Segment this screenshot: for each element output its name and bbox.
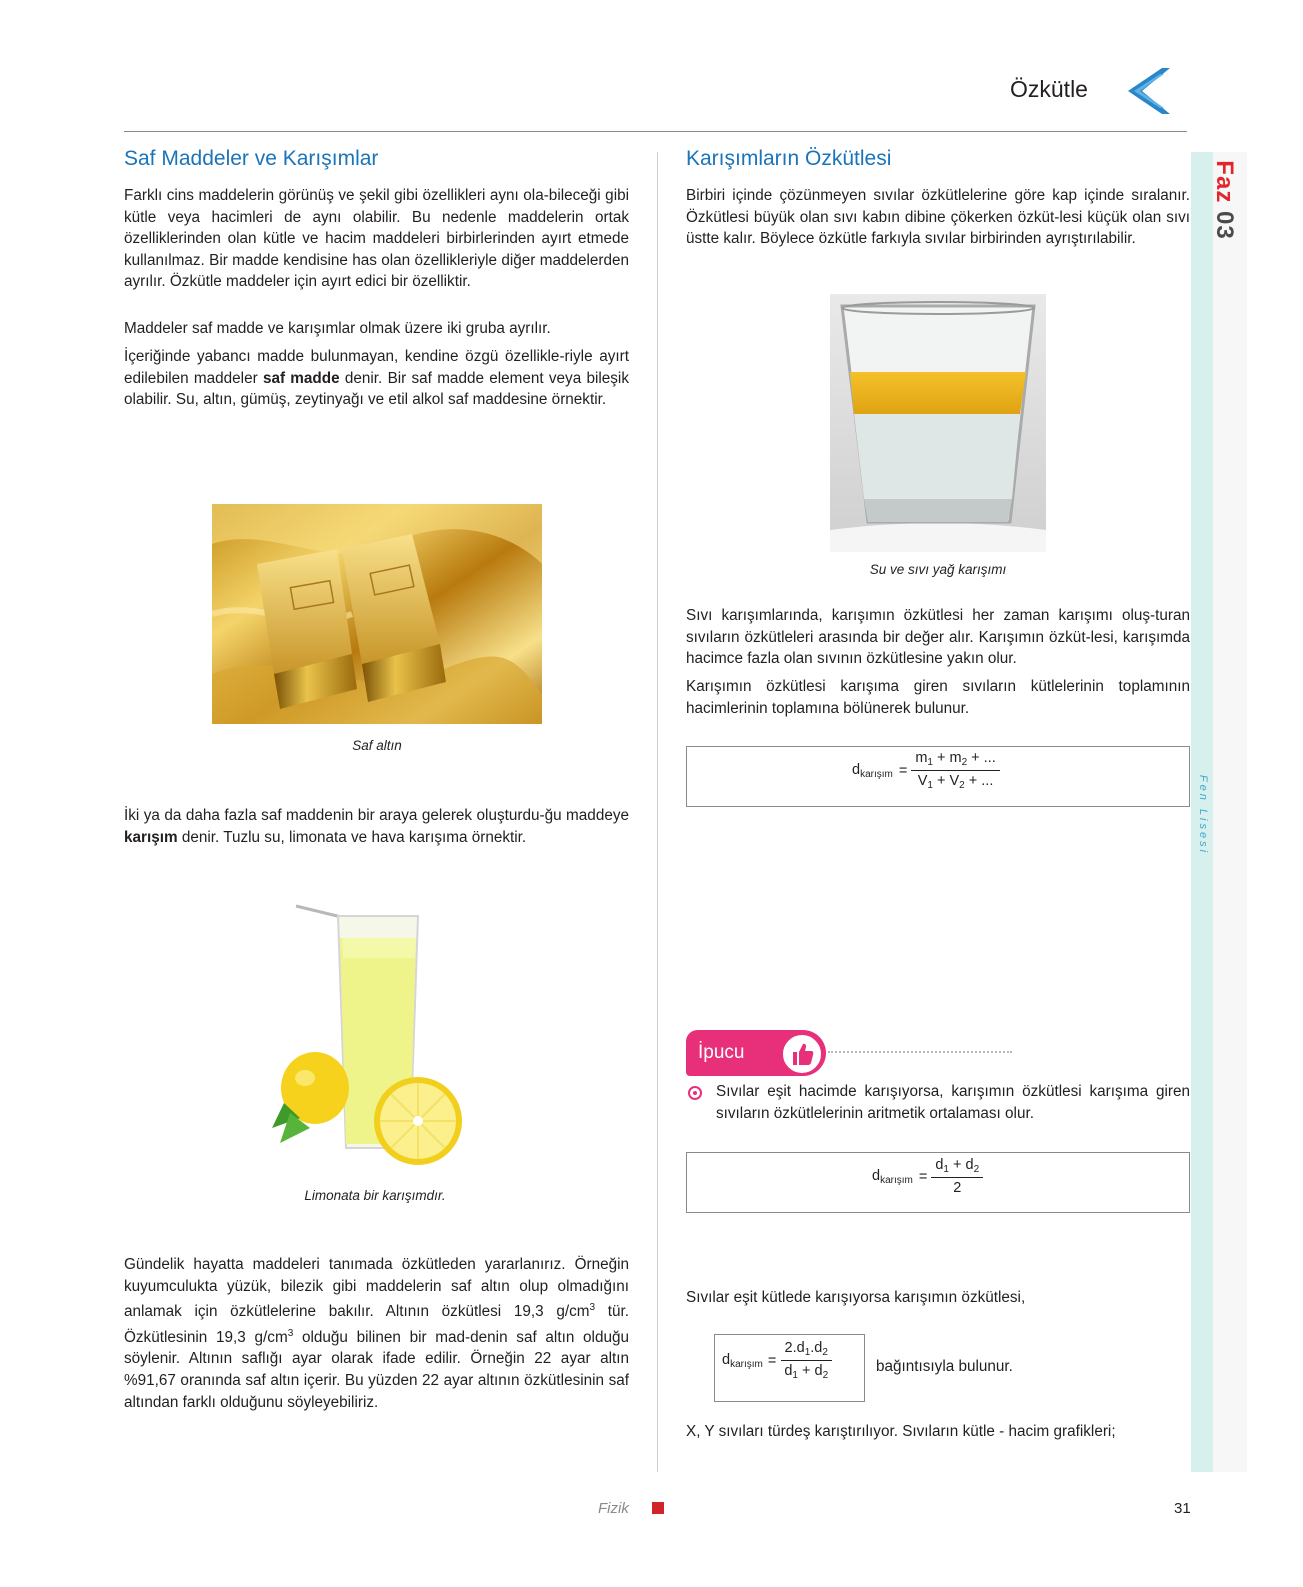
paragraph-groups: Maddeler saf madde ve karışımlar olmak üzere iki gruba ayrılır. [124, 320, 551, 337]
paragraph-graph-intro: X, Y sıvıları türdeş karıştırılıyor. Sıvıların kütle - hacim grafikleri; [686, 1423, 1116, 1440]
caption-oil-water: Su ve sıvı yağ karışımı [869, 562, 1007, 577]
page-number: 31 [1174, 1500, 1191, 1517]
side-strip-margin [1213, 152, 1247, 1472]
formula-equal-mass-suffix: bağıntısıyla bulunur. [876, 1358, 1013, 1375]
column-divider [657, 152, 658, 1472]
thumbs-up-icon [780, 1032, 824, 1076]
tip-label: İpucu [698, 1042, 745, 1063]
section-heading-mixture-density: Karışımların Özkütlesi [686, 147, 892, 170]
chapter-title: Özkütle [1010, 76, 1088, 102]
paragraph-pure-substance: İçeriğinde yabancı madde bulunmayan, kendine özgü özellikle-riyle ayırt edilebilen maddeler saf madde denir. Bir saf madde element veya bileşik olabilir. Su, altın, gümüş, zeytinyağı ve etil alkol saf maddesine örnektir. [124, 348, 629, 409]
tip-dotted-line [828, 1051, 1012, 1053]
formula-general: $d_{karışım}$ = $\frac{m_1 + m_2 + ...}{V_1 + V_2 + ...}$ [852, 750, 1000, 791]
formula-equal-volume: $d_{karışım}$ = $\frac{d_1 + d_2}{2}$ [872, 1157, 983, 1196]
section-tag [1210, 160, 1238, 239]
formula-equal-mass: $d_{karışım}$ = $\frac{2.d_1.d_2}{d_1 + d_2}$ [722, 1340, 832, 1381]
section-tag-prefix: Faz [1211, 160, 1238, 204]
paragraph-equal-mass: Sıvılar eşit kütlede karışıyorsa karışımın özkütlesi, [686, 1289, 1026, 1306]
bullet-icon [688, 1086, 702, 1100]
paragraph-gold-density: Gündelik hayatta maddeleri tanımada özkütleden yararlanırız. Örneğin kuyumculukta yüzük, bilezik gibi maddelerin saf altın olup olmadığını anlamak için özkütlelerine bakılır. Altının özkütlesi 19,3 $g/cm^3$ tür. Özkütlesinin 19,3 $g/cm^3$ olduğu bilinen bir mad-denin saf altın olduğu söylenir. Altının saflığı ayar olarak ifade edilir. Örneğin 22 ayar altın %91,67 oranında saf altın içerir. Bu yüzden 22 ayar altının özkütlesinin saf altından farklı olduğunu söyleyebiliriz. [124, 1256, 629, 1411]
footer-subject: Fizik [598, 1500, 629, 1517]
paragraph-mixture: İki ya da daha fazla saf maddenin bir araya gelerek oluşturdu-ğu maddeye karışım denir. Tuzlu su, limonata ve hava karışıma örnektir. [124, 807, 629, 846]
header-divider [124, 131, 1187, 132]
paragraph-intro: Farklı cins maddelerin görünüş ve şekil gibi özellikleri aynı ola-bileceği gibi kütle veya hacimleri de aynı olabilir. Bu nedenle maddelerin ortak özelliklerinden olan kütle ve hacim maddeleri birbirlerinden ayırt etmede kullanılmaz. Bir madde kendisine has olan özellikleriyle diğer maddelerden ayrılır. Özkütle maddeler için ayırt edici bir özelliktir. [124, 187, 629, 291]
paragraph-immiscible: Birbiri içinde çözünmeyen sıvılar özkütlelerine göre kap içinde sıralanır. Özkütlesi büyük olan sıvı kabın dibine çökerken özküt-lesi küçük olan sıvı üstte kalır. Böylece özkütle farkıyla sıvılar birbirinden ayrıştırılabilir. [686, 187, 1190, 248]
paragraph-mixture-range: Sıvı karışımlarında, karışımın özkütlesi her zaman karışımı oluş-turan sıvıların özkütleleri arasında bir değer alır. Karışımın özküt-lesi, karışımda hacimce fazla olan sıvının özkütlesine yakın olur. [686, 607, 1190, 668]
gold-bars-image [212, 504, 542, 724]
paragraph-mixture-formula: Karışımın özkütlesi karışıma giren sıvıların kütlelerinin toplamının hacimlerinin toplamına bölünerek bulunur. [686, 678, 1190, 717]
lemonade-image [270, 898, 490, 1178]
tip-text: Sıvılar eşit hacimde karışıyorsa, karışımın özkütlesi karışıma giren sıvıların özkütlelerinin aritmetik ortalaması olur. [716, 1083, 1190, 1122]
caption-pure-gold: Saf altın [352, 738, 402, 753]
section-heading-pure-substances: Saf Maddeler ve Karışımlar [124, 147, 379, 170]
footer-marker [652, 1502, 664, 1514]
oil-water-glass-image [830, 294, 1046, 552]
series-label: Fen Lisesi [1197, 774, 1209, 856]
section-tag-number: 03 [1211, 210, 1238, 240]
caption-lemonade: Limonata bir karışımdır. [304, 1188, 446, 1203]
chevron-left-icon [1120, 66, 1172, 116]
